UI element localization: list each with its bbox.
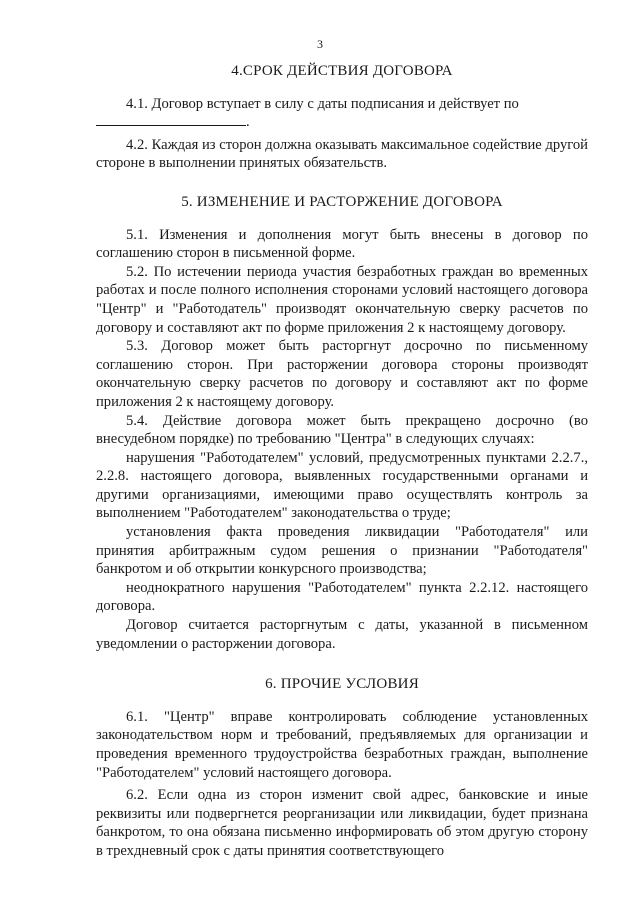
clause-5-1: 5.1. Изменения и дополнения могут быть внесены в договор по соглашению сторон в письменной форме. — [96, 226, 588, 262]
clause-4-2: 4.2. Каждая из сторон должна оказывать максимальное содействие другой стороне в выполнении принятых обязательств. — [96, 136, 588, 172]
clause-6-2: 6.2. Если одна из сторон изменит свой адрес, банковские и иные реквизиты или подвергнется реорганизации или ликвидации, будет признана банкротом, то она обязана письменно информировать об этом другую сторону в трехдневный срок с даты принятия соответствующего — [96, 787, 588, 859]
clause-4-1-end: . — [246, 114, 250, 131]
section-4-title: 4.СРОК ДЕЙСТВИЯ ДОГОВОРА — [231, 63, 453, 79]
document-body — [96, 62, 588, 861]
clause-5-4: 5.4. Действие договора может быть прекращено досрочно (во внесудебном порядке) по требованию "Центра" в следующих случаях: — [96, 412, 588, 448]
clause-5-termination-note: Договор считается расторгнутым с даты, указанной в письменном уведомлении о расторжении договора. — [96, 617, 588, 652]
clause-5-4-case-1: нарушения "Работодателем" условий, предусмотренных пунктами 2.2.7., 2.2.8. настоящего договора, выявленных государственными органами и другими организациями, имеющими право осуществлять контроль за выполнением "Работодателем" законодательства о труде; — [96, 449, 588, 522]
clause-5-3: 5.3. Договор может быть расторгнут досрочно по письменному соглашению сторон. При расторжении договора стороны производят окончательную сверку расчетов по договору и составляют акт по форме приложения 2 к настоящему договору. — [96, 338, 588, 410]
clause-5-4-case-3: неоднократного нарушения "Работодателем" пункта 2.2.12. настоящего договора. — [96, 579, 588, 615]
clause-5-2: 5.2. По истечении периода участия безработных граждан во временных работах и после полного исполнения сторонами условий настоящего договора "Центр" и "Работодатель" производят окончательную сверку расчетов по договору и составляют акт по форме приложения 2 к настоящему договору. — [96, 263, 588, 336]
section-6-title: 6. ПРОЧИЕ УСЛОВИЯ — [265, 676, 419, 693]
page-number: 3 — [317, 37, 323, 51]
section-5-title: 5. ИЗМЕНЕНИЕ И РАСТОРЖЕНИЕ ДОГОВОРА — [181, 193, 503, 210]
clause-6-1: 6.1. "Центр" вправе контролировать соблюдение установленных законодательством норм и требований, предъявляемых для организации и проведения временного трудоустройства безработных граждан, выполнение "Работодателем" условий настоящего договора. — [96, 708, 588, 781]
clause-4-1-text: 4.1. Договор вступает в силу с даты подписания и действует по — [126, 95, 519, 112]
blank-date-line — [96, 113, 246, 126]
clause-4-1 — [96, 95, 588, 132]
clause-5-4-case-2: установления факта проведения ликвидации "Работодателя" или принятия арбитражным судом решения о признании "Работодателя" банкротом и об открытии конкурсного производства; — [96, 524, 588, 578]
